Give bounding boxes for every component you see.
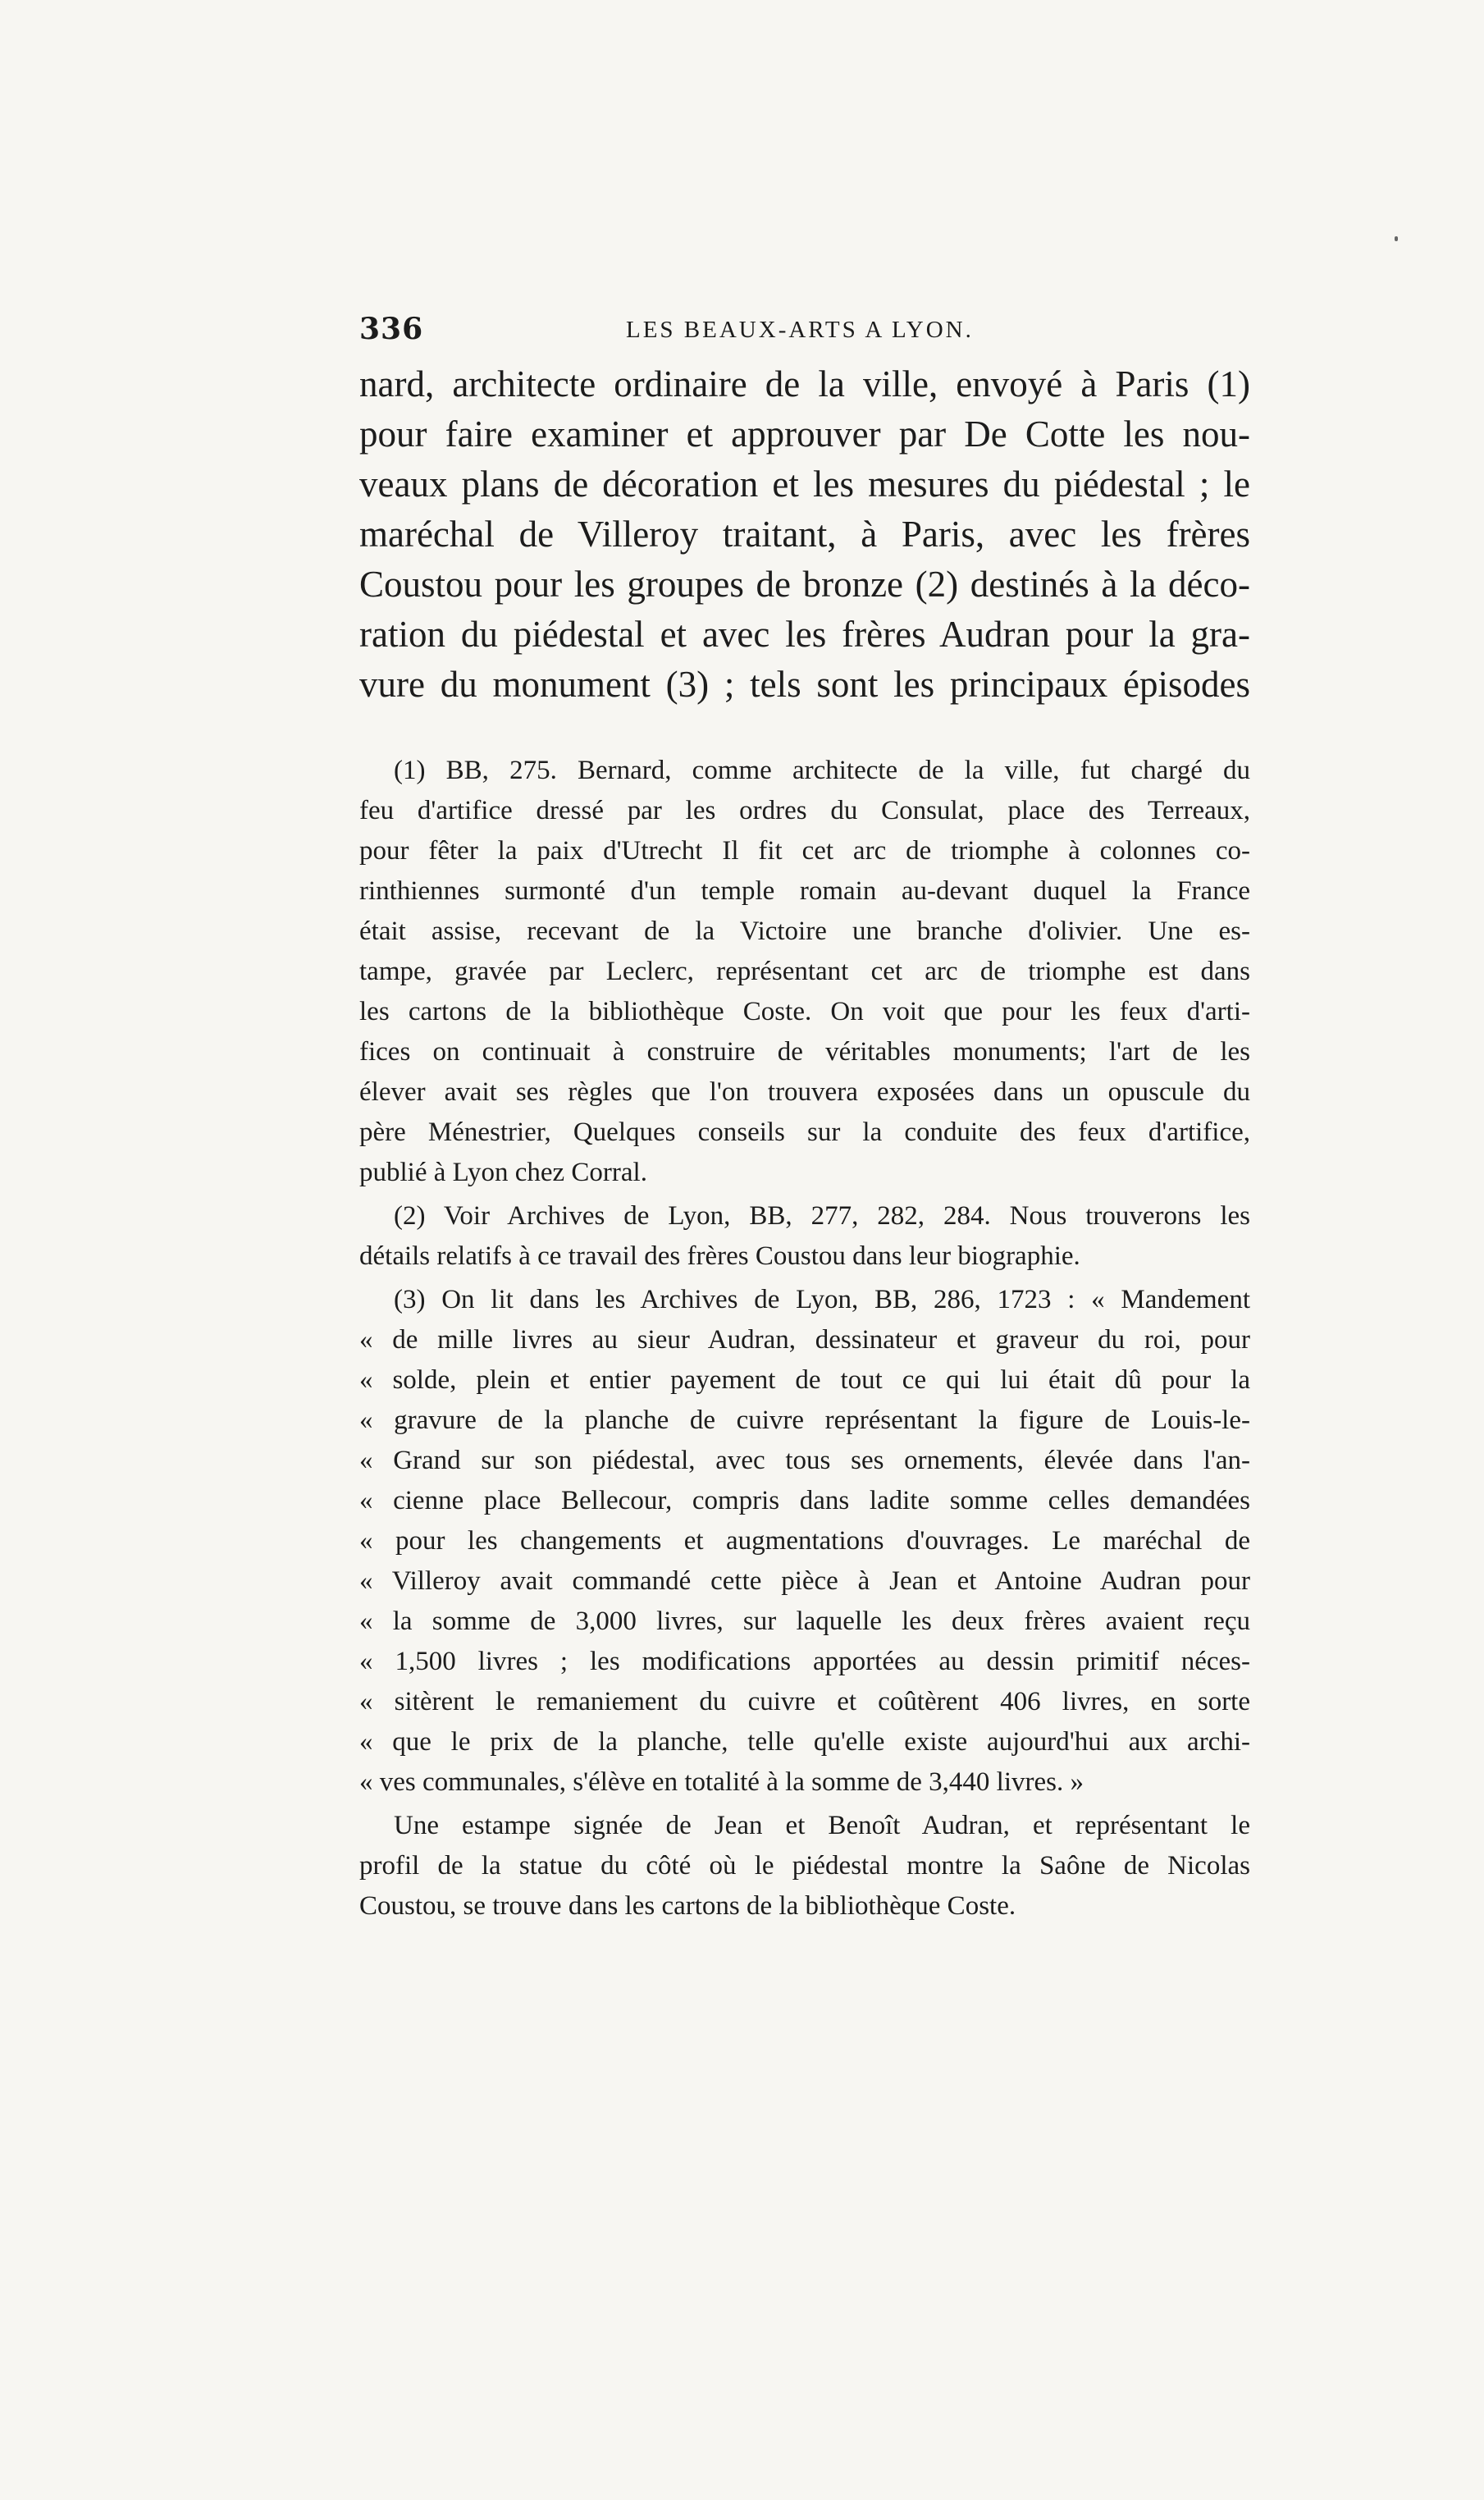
note-line: détails relatifs à ce travail des frères Coustou dans leur biographie. [359, 1241, 1080, 1271]
footnotes [359, 751, 1250, 1930]
note-line: « 1,500 livres ; les modifications apportées au dessin primitif néces- [359, 1647, 1250, 1676]
text-line: veaux plans de décoration et les mesures du piédestal ; le [359, 464, 1250, 505]
note-line: « Grand sur son piédestal, avec tous ses ornements, élevée dans l'an- [359, 1446, 1250, 1475]
note-line: « solde, plein et entier payement de tout ce qui lui était dû pour la [359, 1365, 1250, 1395]
scan-speck [1395, 236, 1398, 241]
note-line: les cartons de la bibliothèque Coste. On voit que pour les feux d'arti- [359, 997, 1250, 1026]
note-line: publié à Lyon chez Corral. [359, 1158, 647, 1187]
text-line: maréchal de Villeroy traitant, à Paris, avec les frères [359, 514, 1250, 555]
note-line: profil de la statue du côté où le piédestal montre la Saône de Nicolas [359, 1851, 1250, 1881]
note-line: (1) BB, 275. Bernard, comme architecte de la ville, fut chargé du [394, 756, 1250, 785]
note-line: « de mille livres au sieur Audran, dessinateur et graveur du roi, pour [359, 1325, 1250, 1355]
note-line: « gravure de la planche de cuivre représentant la figure de Louis-le- [359, 1405, 1250, 1435]
note-line: « pour les changements et augmentations d'ouvrages. Le maréchal de [359, 1526, 1250, 1556]
note-line: Une estampe signée de Jean et Benoît Audran, et représentant le [394, 1811, 1250, 1840]
text-line: pour faire examiner et approuver par De Cotte les nou- [359, 414, 1250, 455]
note-line: tampe, gravée par Leclerc, représentant cet arc de triomphe est dans [359, 957, 1250, 986]
main-paragraph [359, 359, 1250, 710]
note-line: rinthiennes surmonté d'un temple romain au-devant duquel la France [359, 876, 1250, 906]
note-line: « ves communales, s'élève en totalité à la somme de 3,440 livres. » [359, 1767, 1084, 1797]
note-line: « la somme de 3,000 livres, sur laquelle les deux frères avaient reçu [359, 1606, 1250, 1636]
text-line: nard, architecte ordinaire de la ville, envoyé à Paris (1) [359, 363, 1250, 404]
footnote-2 [359, 1196, 1250, 1277]
note-line: élever avait ses règles que l'on trouvera exposées dans un opuscule du [359, 1077, 1250, 1107]
note-line: « cienne place Bellecour, compris dans ladite somme celles demandées [359, 1486, 1250, 1515]
note-line: (2) Voir Archives de Lyon, BB, 277, 282, 284. Nous trouverons les [394, 1201, 1250, 1231]
page-number: 336 [359, 312, 424, 346]
note-line: fices on continuait à construire de véritables monuments; l'art de les [359, 1037, 1250, 1067]
note-line: « que le prix de la planche, telle qu'elle existe aujourd'hui aux archi- [359, 1727, 1250, 1757]
note-line: père Ménestrier, Quelques conseils sur la conduite des feux d'artifice, [359, 1117, 1250, 1147]
note-line: pour fêter la paix d'Utrecht Il fit cet arc de triomphe à colonnes co- [359, 836, 1250, 866]
note-line: « sitèrent le remaniement du cuivre et coûtèrent 406 livres, en sorte [359, 1687, 1250, 1716]
note-line: (3) On lit dans les Archives de Lyon, BB, 286, 1723 : « Mandement [394, 1285, 1250, 1314]
text-line: ration du piédestal et avec les frères Audran pour la gra- [359, 614, 1250, 655]
note-line: était assise, recevant de la Victoire une branche d'olivier. Une es- [359, 916, 1250, 946]
note-line: « Villeroy avait commandé cette pièce à Jean et Antoine Audran pour [359, 1566, 1250, 1596]
footnote-3 [359, 1280, 1250, 1803]
footnote-1 [359, 751, 1250, 1193]
note-line: feu d'artifice dressé par les ordres du Consulat, place des Terreaux, [359, 796, 1250, 825]
footnote-continuation [359, 1806, 1250, 1926]
text-line: vure du monument (3) ; tels sont les principaux épisodes [359, 664, 1250, 705]
note-line: Coustou, se trouve dans les cartons de la bibliothèque Coste. [359, 1891, 1016, 1921]
running-head: LES BEAUX-ARTS A LYON. [626, 317, 974, 343]
page-header [359, 312, 1250, 361]
text-line: Coustou pour les groupes de bronze (2) destinés à la déco- [359, 564, 1250, 605]
